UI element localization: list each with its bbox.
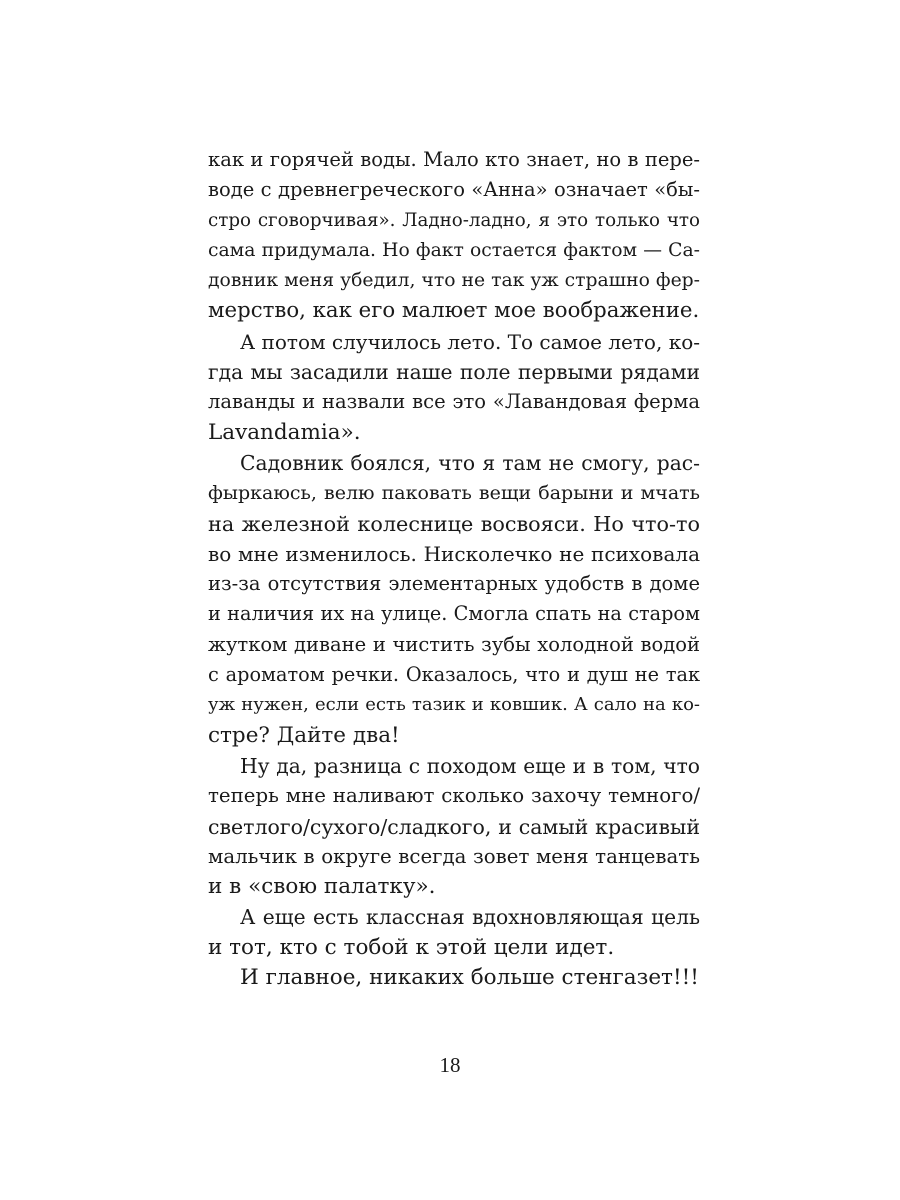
text-line: А еще есть классная вдохновляющая цель <box>240 905 700 930</box>
text-line: мерство, как его малюет мое воображение. <box>208 298 700 324</box>
text-line: воде с древнегреческого «Анна» означает «бы- <box>208 178 700 202</box>
text-line: Садовник боялся, что я там не смогу, рас- <box>240 450 700 475</box>
text-line: и наличия их на улице. Смогла спать на старом <box>208 602 700 626</box>
text-line: светлого/сухого/сладкого, и самый красивый <box>208 814 700 839</box>
text-line: и тот, кто с тобой к этой цели идет. <box>208 934 615 960</box>
text-line: Lavandamia». <box>208 419 361 445</box>
text-line: Ну да, разница с походом еще и в том, что <box>240 753 700 778</box>
text-line: стро сговорчивая». Ладно-ладно, я это только что <box>208 209 700 231</box>
text-line: фыркаюсь, велю паковать вещи барыни и мчать <box>208 482 700 505</box>
text-line: уж нужен, если есть тазик и ковшик. А сало на ко- <box>208 694 700 716</box>
text-line: на железной колеснице восвояси. Но что-то <box>208 511 700 536</box>
text-line: гда мы засадили наше поле первыми рядами <box>208 360 700 385</box>
page-number: 18 <box>439 1053 461 1077</box>
text-line: лаванды и назвали все это «Лавандовая ферма <box>208 390 700 414</box>
text-line: из-за отсутствия элементарных удобств в доме <box>208 572 700 596</box>
text-line: стре? Дайте два! <box>208 722 400 748</box>
text-line: довник меня убедил, что не так уж страшно фер- <box>208 270 700 292</box>
text-line: как и горячей воды. Мало кто знает, но в пере- <box>208 148 700 171</box>
body-text <box>208 145 700 993</box>
text-line: жутком диване и чистить зубы холодной водой <box>208 632 700 656</box>
text-line: сама придумала. Но факт остается фактом — Са- <box>208 239 700 261</box>
text-line: мальчик в округе всегда зовет меня танцевать <box>208 844 700 868</box>
text-line: А потом случилось лето. То самое лето, ко- <box>240 329 700 354</box>
text-line: во мне изменилось. Нисколечко не психовала <box>208 541 700 566</box>
text-line: и в «свою палатку». <box>208 874 436 900</box>
text-line: с ароматом речки. Оказалось, что и душ не так <box>208 663 700 687</box>
text-line: И главное, никаких больше стенгазет!!! <box>240 965 699 991</box>
text-line: теперь мне наливают сколько захочу темного/ <box>208 784 700 808</box>
